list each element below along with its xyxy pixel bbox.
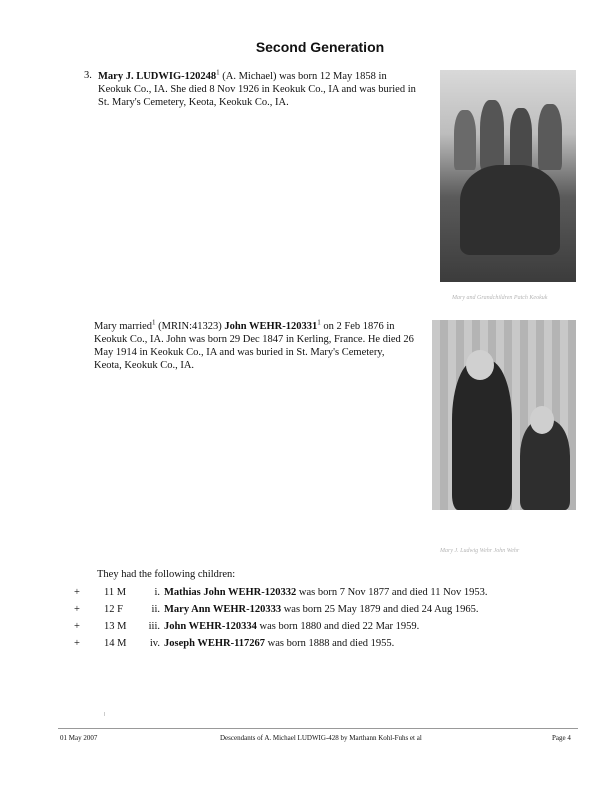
photo-caption: Mary and Grandchildren Patch Keokuk — [452, 295, 548, 301]
child-dates: was born 1888 and died 1955. — [265, 638, 395, 649]
child-name: Mary Ann WEHR-120333 — [164, 604, 282, 615]
child-dates: was born 7 Nov 1877 and died 11 Nov 1953. — [296, 587, 488, 598]
has-descendants-mark: + — [74, 638, 80, 649]
source-citation: 1 — [216, 68, 220, 77]
child-ordinal: iii. — [148, 621, 160, 632]
has-descendants-mark: + — [74, 587, 80, 598]
child-number-sex: 14 M — [104, 638, 127, 649]
child-text — [164, 604, 479, 615]
figure — [452, 360, 512, 510]
child-row — [0, 621, 612, 637]
child-number-sex: 13 M — [104, 621, 127, 632]
spouse-name: John WEHR-120331 — [224, 321, 318, 332]
footer-title: Descendants of A. Michael LUDWIG-428 by Marthann Kohl-Fuhs et al — [220, 734, 422, 742]
figure-group — [460, 165, 560, 255]
couple-photo — [432, 320, 576, 510]
child-text — [164, 621, 419, 632]
person-name: Mary J. LUDWIG-120248 — [98, 71, 217, 82]
marriage-text: on 2 Feb 1876 in Keokuk Co., IA. John was born 29 Dec 1847 in Kerling, France. He died 26 May 1914 in Keokuk Co., IA and was buried in St. Mary's Cemetery, Keota, Keokuk Co., IA. — [94, 321, 414, 371]
has-descendants-mark: + — [74, 604, 80, 615]
page-number: Page 4 — [552, 734, 571, 742]
figure — [454, 110, 476, 170]
marriage-lead: Mary married — [94, 321, 153, 332]
source-citation: 1 — [317, 318, 321, 327]
child-name: Joseph WEHR-117267 — [164, 638, 266, 649]
figure — [480, 100, 504, 170]
child-ordinal: ii. — [151, 604, 160, 615]
child-dates: was born 1880 and died 22 Mar 1959. — [256, 621, 420, 632]
source-citation: 1 — [152, 318, 156, 327]
child-row — [0, 587, 612, 603]
photo-caption: Mary J. Ludwig Wehr John Wehr — [440, 548, 520, 554]
child-text — [164, 638, 394, 649]
child-ordinal: iv. — [149, 638, 160, 649]
child-number-sex: 12 F — [104, 604, 123, 615]
footer-date: 01 May 2007 — [60, 734, 98, 742]
child-text — [164, 587, 487, 598]
child-name: John WEHR-120334 — [164, 621, 257, 632]
mrin-text: (MRIN:41323) — [155, 321, 225, 332]
face — [466, 350, 494, 380]
page-title: Second Generation — [255, 39, 385, 55]
entry-paragraph — [98, 70, 418, 109]
children-intro: They had the following children: — [97, 569, 236, 580]
child-number-sex: 11 M — [104, 587, 127, 598]
scan-mark — [104, 712, 105, 716]
has-descendants-mark: + — [74, 621, 80, 632]
entry-number: 3. — [84, 70, 92, 81]
figure — [510, 108, 532, 170]
child-name: Mathias John WEHR-120332 — [164, 587, 297, 598]
child-ordinal: i. — [154, 587, 160, 598]
figure — [538, 104, 562, 170]
child-row — [0, 638, 612, 654]
child-row — [0, 604, 612, 620]
marriage-paragraph — [94, 320, 414, 372]
child-dates: was born 25 May 1879 and died 24 Aug 1965. — [281, 604, 479, 615]
entry-text: (A. Michael) was born 12 May 1858 in Keokuk Co., IA. She died 8 Nov 1926 in Keokuk Co., IA and was buried in St. Mary's Cemetery, Keota, Keokuk Co., IA. — [98, 71, 416, 108]
face — [530, 406, 554, 434]
footer-rule — [58, 728, 578, 729]
family-group-photo — [440, 70, 576, 282]
